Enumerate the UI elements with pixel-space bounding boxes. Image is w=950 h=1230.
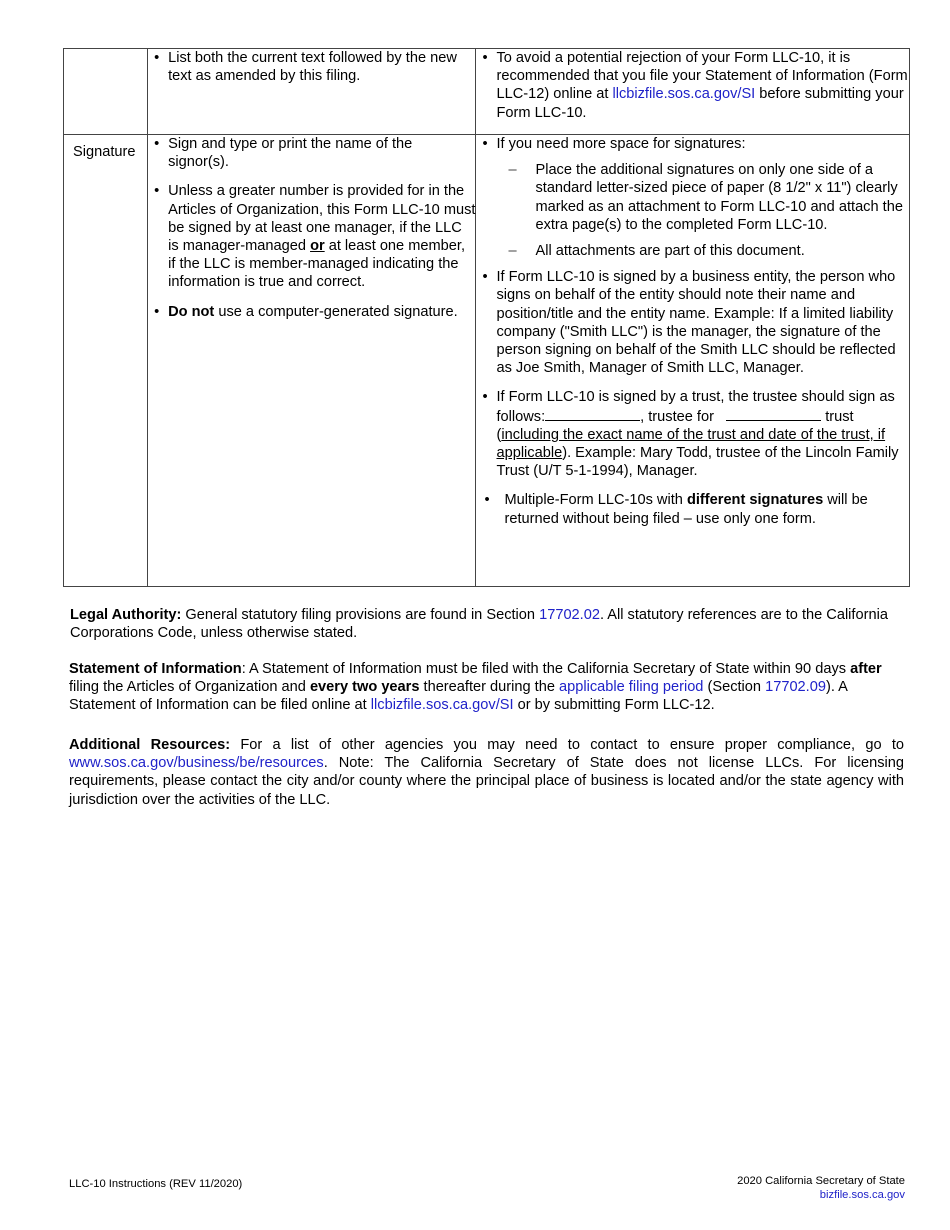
legal-authority-paragraph: Legal Authority: General statutory filing provisions are found in Section 17702.02. All statutory references are to the California Corporations Code, unless otherwise stated. xyxy=(70,607,888,642)
signature-label: Signature xyxy=(73,144,136,160)
bullet-list xyxy=(148,49,475,85)
requirements-cell xyxy=(148,49,476,135)
trust-blank xyxy=(726,407,821,421)
notes-cell xyxy=(476,49,910,135)
additional-resources-paragraph: Additional Resources: For a list of other agencies you may need to contact to ensure proper compliance, go to www.sos.ca.gov/business/be/resources. Note: The California Secretary of State does not license LLCs. For licensing requirements, please contact the city and/or county where the principal place of business is located and/or the state agency with jurisdiction over the activities of the LLC. xyxy=(69,737,904,808)
list-item: • To avoid a potential rejection of your Form LLC-10, it is recommended that you file your Statement of Information (Form LLC-12) online at llcbizfile.sos.ca.gov/SI before submitting your Form LLC-10. xyxy=(476,49,909,122)
statement-of-information-paragraph: Statement of Information: A Statement of Information must be filed with the California Secretary of State within 90 days after filing the Articles of Organization and every two years thereafter during the applicable filing period (Section 17702.09). A Statement of Information can be filed online at llcbizfile.sos.ca.gov/SI or by submitting Form LLC-12. xyxy=(69,661,882,714)
bullet-list xyxy=(476,135,909,528)
list-item: • Sign and type or print the name of the signor(s). xyxy=(148,135,475,171)
llcbizfile-si-link[interactable]: llcbizfile.sos.ca.gov/SI xyxy=(370,697,514,714)
notes-cell xyxy=(476,135,910,587)
applicable-filing-period-link[interactable]: applicable filing period xyxy=(559,679,704,696)
list-item: • Multiple-Form LLC-10s with different signatures will be returned without being filed – use only one form. xyxy=(476,491,909,527)
list-item: • If Form LLC-10 is signed by a trust, the trustee should sign as follows: , trustee for trust (including the exact name of the trust and date of the trust, if applicable). Example: Mary Todd, trustee of the Lincoln Family Trust (U/T 5-1-1994), Manager. xyxy=(476,388,909,480)
table-row xyxy=(64,135,910,587)
bullet-list xyxy=(148,135,475,321)
list-item: • If you need more space for signatures: – Place the additional signatures on only one side of a standard letter-sized piece of paper (8 1/2" x 11") clearly marked as an attachment to Form LLC-10 and attach the extra page(s) to the completed Form LLC-10. – All attachments are part of this document. xyxy=(476,135,909,260)
list-item: • List both the current text followed by the new text as amended by this filing. xyxy=(148,49,475,85)
copyright-text: 2020 California Secretary of State xyxy=(737,1175,905,1187)
statement-of-information-heading: Statement of Information xyxy=(69,661,242,677)
dash-list xyxy=(496,161,909,260)
instructions-table xyxy=(63,48,910,587)
row-label-cell xyxy=(64,49,148,135)
bizfile-site-link[interactable]: bizfile.sos.ca.gov xyxy=(819,1188,905,1201)
additional-resources-heading: Additional Resources: xyxy=(69,737,231,753)
section-17702-02-link[interactable]: 17702.02 xyxy=(539,607,600,623)
requirements-cell xyxy=(148,135,476,587)
row-label-cell xyxy=(64,135,148,587)
legal-authority-heading: Legal Authority: xyxy=(70,607,182,623)
list-item: – All attachments are part of this document. xyxy=(496,242,909,260)
list-item: – Place the additional signatures on only one side of a standard letter-sized piece of paper (8 1/2" x 11") clearly marked as an attachment to Form LLC-10 and attach the extra page(s) to the completed Form LLC-10. xyxy=(496,161,909,234)
business-resources-link[interactable]: www.sos.ca.gov/business/be/resources xyxy=(69,755,324,772)
llcbizfile-si-link[interactable]: llcbizfile.sos.ca.gov/SI xyxy=(612,86,756,103)
form-revision-label: LLC-10 Instructions (REV 11/2020) xyxy=(69,1178,243,1190)
name-blank xyxy=(545,407,640,421)
section-17702-09-link[interactable]: 17702.09 xyxy=(765,679,826,696)
list-item: • Do not use a computer-generated signature. xyxy=(148,303,475,321)
table-row xyxy=(64,49,910,135)
bullet-list xyxy=(476,49,909,122)
list-item: • Unless a greater number is provided for in the Articles of Organization, this Form LLC-10 must be signed by at least one manager, if the LLC is manager-managed or at least one member, if the LLC is member-managed indicating the information is true and correct. xyxy=(148,182,475,291)
footer-credits xyxy=(737,1175,905,1202)
list-item: • If Form LLC-10 is signed by a business entity, the person who signs on behalf of the entity should note their name and position/title and the entity name. Example: If a limited liability company ("Smith LLC") is the manager, the signature of the person signing on behalf of the Smith LLC should be reflected as Joe Smith, Manager of Smith LLC, Manager. xyxy=(476,268,909,377)
